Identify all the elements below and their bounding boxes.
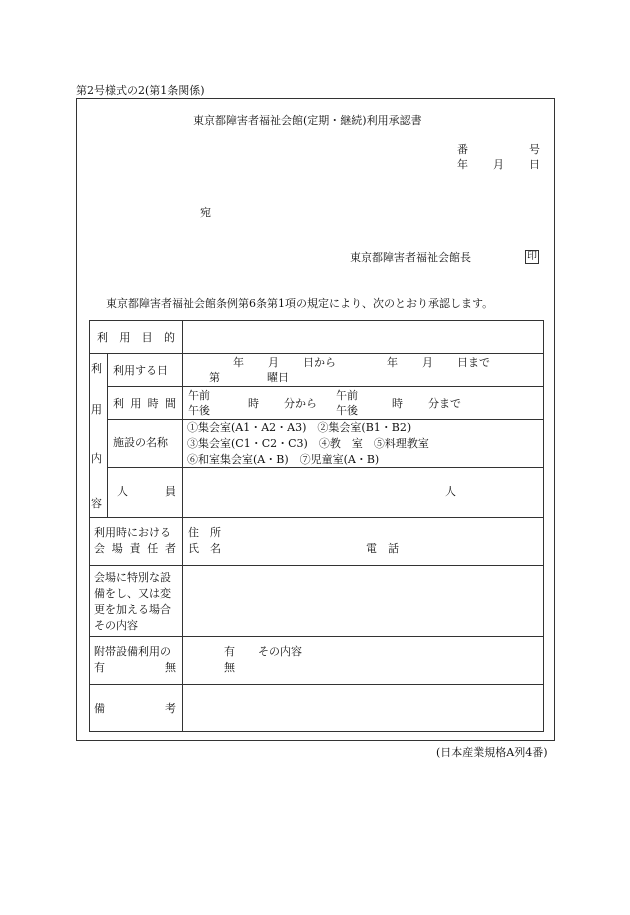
weekday-prefix: 第 xyxy=(209,371,220,384)
col-line xyxy=(182,320,183,732)
manager-label-line2: 会 場 責 任 者 xyxy=(94,542,176,555)
col-line xyxy=(107,353,108,517)
row-line xyxy=(107,419,544,420)
special-label-line3: 更を加える場合 xyxy=(94,603,171,616)
row-line xyxy=(107,467,544,468)
time-am-to: 午前 xyxy=(336,389,358,402)
equip-yes: 有 xyxy=(224,645,235,658)
equip-label-line1: 附帯設備利用の xyxy=(94,645,171,658)
manager-label-line1: 利用時における xyxy=(94,526,171,539)
facility-line-3: ⑥和室集会室(A・B) ⑦児童室(A・B) xyxy=(187,453,380,466)
people-unit: 人 xyxy=(445,485,456,498)
row-line xyxy=(89,636,544,637)
date-label-day: 日 xyxy=(529,158,540,171)
people-label: 人 員 xyxy=(117,485,176,498)
time-minute-to: 分まで xyxy=(428,397,461,410)
day-day-to: 日まで xyxy=(457,356,490,369)
row-line xyxy=(89,684,544,685)
special-label-line4: その内容 xyxy=(94,619,138,632)
special-label-line1: 会場に特別な設 xyxy=(94,571,171,584)
row-line xyxy=(107,386,544,387)
facility-line-1: ①集会室(A1・A2・A3) ②集会室(B1・B2) xyxy=(187,421,412,434)
facility-label: 施設の名称 xyxy=(113,436,168,449)
time-hour-from: 時 xyxy=(248,397,259,410)
form-title: 東京都障害者福祉会館(定期・継続)利用承認書 xyxy=(193,114,422,127)
remarks-label: 備 考 xyxy=(94,702,176,715)
time-pm-from: 午後 xyxy=(188,404,210,417)
date-label-month: 月 xyxy=(493,158,504,171)
time-label: 利 用 時 間 xyxy=(113,397,176,410)
day-label: 利用する日 xyxy=(113,364,168,377)
form-number: 第2号様式の2(第1条関係) xyxy=(76,84,205,97)
issuer-name: 東京都障害者福祉会館長 xyxy=(350,251,471,264)
day-day-from: 日から xyxy=(303,356,336,369)
equip-no: 無 xyxy=(224,661,235,674)
day-month-to: 月 xyxy=(422,356,433,369)
day-year-from: 年 xyxy=(233,356,244,369)
facility-line-2: ③集会室(C1・C2・C3) ④教 室 ⑤料理教室 xyxy=(187,437,429,450)
side-label-char: 内 xyxy=(91,452,102,465)
equip-label-line2: 有 無 xyxy=(94,661,176,674)
day-year-to: 年 xyxy=(387,356,398,369)
number-label-ban: 番 xyxy=(457,143,468,156)
seal-mark: 印 xyxy=(527,251,537,262)
time-am-from: 午前 xyxy=(188,389,210,402)
time-minute-from: 分から xyxy=(284,397,317,410)
side-label-char: 用 xyxy=(91,403,102,416)
row-line xyxy=(89,565,544,566)
equip-detail-label: その内容 xyxy=(258,645,302,658)
row-line xyxy=(89,353,544,354)
special-label-line2: 備をし、又は変 xyxy=(94,587,171,600)
side-label-char: 容 xyxy=(91,497,102,510)
manager-name-label: 氏 名 xyxy=(188,542,221,555)
approval-statement: 東京都障害者福祉会館条例第6条第1項の規定により、次のとおり承認します。 xyxy=(106,297,494,310)
date-label-year: 年 xyxy=(457,158,468,171)
time-hour-to: 時 xyxy=(392,397,403,410)
side-label-char: 利 xyxy=(91,362,102,375)
manager-phone-label: 電 話 xyxy=(366,542,399,555)
number-label-go: 号 xyxy=(529,143,540,156)
day-month-from: 月 xyxy=(268,356,279,369)
manager-address-label: 住 所 xyxy=(188,526,221,539)
paper-size-note: (日本産業規格A列4番) xyxy=(436,746,548,759)
addressee-suffix: 宛 xyxy=(200,206,211,219)
time-pm-to: 午後 xyxy=(336,404,358,417)
row-line xyxy=(89,517,544,518)
weekday-suffix: 曜日 xyxy=(267,371,289,384)
purpose-label: 利 用 目 的 xyxy=(97,331,175,344)
